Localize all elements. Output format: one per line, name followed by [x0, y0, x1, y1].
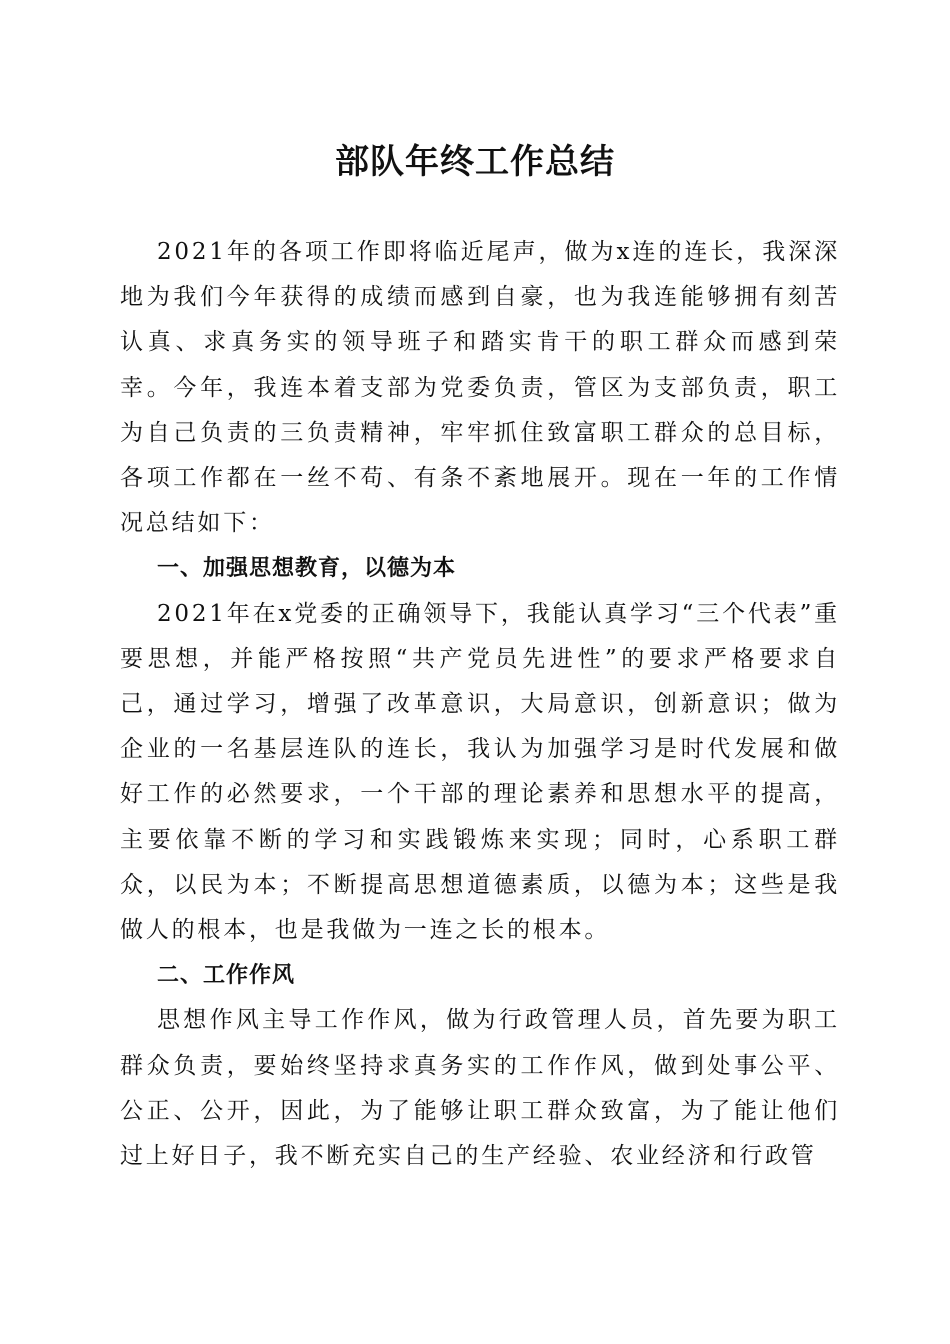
section-paragraph-2: 思想作风主导工作作风，做为行政管理人员，首先要为职工群众负责，要始终坚持求真务实的工作作风，做到处事公平、公正、公开，因此，为了能够让职工群众致富，为了能让他们过上好日子，我不断充实自己的生产经验、农业经济和行政管 [120, 1007, 840, 1170]
section-paragraph-1: 2021年在x党委的正确领导下，我能认真学习“三个代表”重要思想，并能严格按照“共产党员先进性”的要求严格要求自己，通过学习，增强了改革意识，大局意识，创新意识；做为企业的一名基层连队的连长，我认为加强学习是时代发展和做好工作的必然要求，一个干部的理论素养和思想水平的提高，主要依靠不断的学习和实践锻炼来实现；同时，心系职工群众，以民为本；不断提高思想道德素质，以德为本；这些是我做人的根本，也是我做为一连之长的根本。 [120, 600, 840, 944]
document-body [120, 230, 840, 1179]
section-heading-1: 一、加强思想教育，以德为本 [157, 556, 457, 582]
section-heading-2: 二、工作作风 [157, 963, 296, 989]
document-title: 部队年终工作总结 [335, 142, 615, 182]
intro-paragraph: 2021年的各项工作即将临近尾声，做为x连的连长，我深深地为我们今年获得的成绩而感到自豪，也为我连能够拥有刻苦认真、求真务实的领导班子和踏实肯干的职工群众而感到荣幸。今年，我连本着支部为党委负责，管区为支部负责，职工为自己负责的三负责精神，牢牢抓住致富职工群众的总目标，各项工作都在一丝不苟、有条不紊地展开。现在一年的工作情况总结如下： [120, 239, 840, 537]
